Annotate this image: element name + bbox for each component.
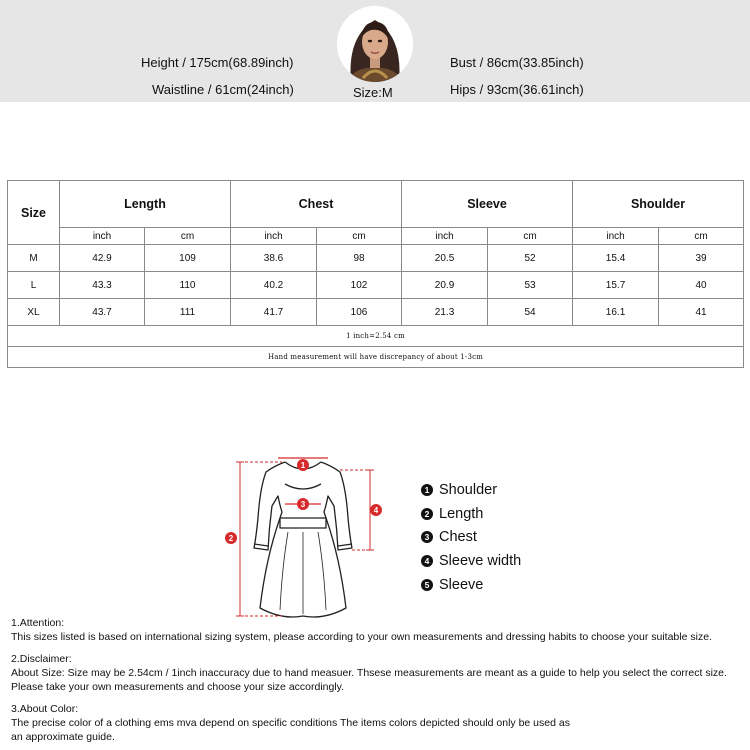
unit-inch: inch: [402, 228, 488, 245]
legend-label: Sleeve: [439, 576, 484, 593]
dress-diagram: [222, 448, 392, 623]
color-text: an approximate guide.: [11, 731, 115, 743]
unit-inch: inch: [573, 228, 659, 245]
legend-item: [421, 478, 521, 502]
measurement-legend: [421, 478, 521, 596]
unit-cm: cm: [488, 228, 573, 245]
cell-shoulder-inch: 16.1: [573, 299, 659, 326]
legend-item: [421, 549, 521, 573]
table-note-row: [8, 326, 744, 347]
table-row: [8, 245, 744, 272]
model-banner: [0, 0, 750, 102]
cell-shoulder-cm: 39: [659, 245, 744, 272]
cell-chest-inch: 38.6: [231, 245, 317, 272]
conversion-note: 1 inch=2.54 cm: [8, 326, 744, 347]
table-row: [8, 299, 744, 326]
legend-label: Chest: [439, 529, 477, 546]
marker-2-label: 2: [228, 534, 234, 543]
header-length: Length: [60, 181, 231, 228]
legend-item: [421, 502, 521, 526]
cell-sleeve-cm: 54: [488, 299, 573, 326]
cell-length-inch: 43.3: [60, 272, 145, 299]
header-size: Size: [8, 181, 60, 245]
marker-4-label: 4: [373, 506, 379, 515]
table-note-row: [8, 347, 744, 368]
table-row: [8, 272, 744, 299]
header-sleeve: Sleeve: [402, 181, 573, 228]
unit-cm: cm: [317, 228, 402, 245]
attention-title: 1.Attention:: [11, 617, 65, 629]
unit-cm: cm: [659, 228, 744, 245]
legend-number: 4: [421, 555, 433, 567]
legend-number: 5: [421, 579, 433, 591]
cell-sleeve-cm: 53: [488, 272, 573, 299]
legend-item: [421, 525, 521, 549]
disclaimer-title: 2.Disclaimer:: [11, 653, 72, 665]
model-waistline: Waistline / 61cm(24inch): [152, 82, 294, 97]
model-size: Size:M: [353, 85, 393, 100]
cell-sleeve-inch: 20.5: [402, 245, 488, 272]
legend-number: 3: [421, 531, 433, 543]
cell-sleeve-cm: 52: [488, 245, 573, 272]
legend-label: Length: [439, 505, 484, 522]
color-text: The precise color of a clothing ems mva depend on specific conditions The items colors depicted should only be used as: [11, 717, 570, 729]
header-chest: Chest: [231, 181, 402, 228]
legend-number: 2: [421, 508, 433, 520]
cell-length-cm: 109: [145, 245, 231, 272]
cell-length-cm: 111: [145, 299, 231, 326]
size-chart-table: [7, 180, 744, 368]
legend-item: [421, 573, 521, 597]
cell-size: XL: [8, 299, 60, 326]
model-height: Height / 175cm(68.89inch): [141, 55, 294, 70]
table-unit-row: [8, 228, 744, 245]
cell-chest-inch: 41.7: [231, 299, 317, 326]
cell-chest-cm: 98: [317, 245, 402, 272]
discrepancy-note: Hand measurement will have discrepancy of about 1-3cm: [8, 347, 744, 368]
cell-chest-cm: 102: [317, 272, 402, 299]
marker-1-label: 1: [300, 461, 306, 470]
cell-shoulder-cm: 41: [659, 299, 744, 326]
cell-sleeve-inch: 20.9: [402, 272, 488, 299]
unit-inch: inch: [231, 228, 317, 245]
marker-3-label: 3: [300, 500, 306, 509]
cell-size: L: [8, 272, 60, 299]
cell-length-cm: 110: [145, 272, 231, 299]
model-bust: Bust / 86cm(33.85inch): [450, 55, 584, 70]
model-hips: Hips / 93cm(36.61inch): [450, 82, 584, 97]
disclaimer-text: Please take your own measurements and choose your size accordingly.: [11, 681, 345, 693]
cell-size: M: [8, 245, 60, 272]
cell-shoulder-inch: 15.4: [573, 245, 659, 272]
cell-sleeve-inch: 21.3: [402, 299, 488, 326]
cell-chest-cm: 106: [317, 299, 402, 326]
unit-inch: inch: [60, 228, 145, 245]
attention-text: This sizes listed is based on international sizing system, please according to your own measurements and dressing habits to choose your suitable size.: [11, 631, 712, 643]
header-shoulder: Shoulder: [573, 181, 744, 228]
model-avatar: [337, 6, 413, 82]
color-title: 3.About Color:: [11, 703, 79, 715]
size-notes: [11, 616, 746, 744]
unit-cm: cm: [145, 228, 231, 245]
cell-shoulder-inch: 15.7: [573, 272, 659, 299]
cell-shoulder-cm: 40: [659, 272, 744, 299]
cell-length-inch: 43.7: [60, 299, 145, 326]
disclaimer-text: About Size: Size may be 2.54cm / 1inch inaccuracy due to hand measuer. Thsese measurements are meant as a guide to help you select the correct size.: [11, 667, 727, 679]
table-header-row: [8, 181, 744, 228]
cell-length-inch: 42.9: [60, 245, 145, 272]
legend-label: Shoulder: [439, 481, 498, 498]
cell-chest-inch: 40.2: [231, 272, 317, 299]
legend-number: 1: [421, 484, 433, 496]
legend-label: Sleeve width: [439, 552, 522, 569]
